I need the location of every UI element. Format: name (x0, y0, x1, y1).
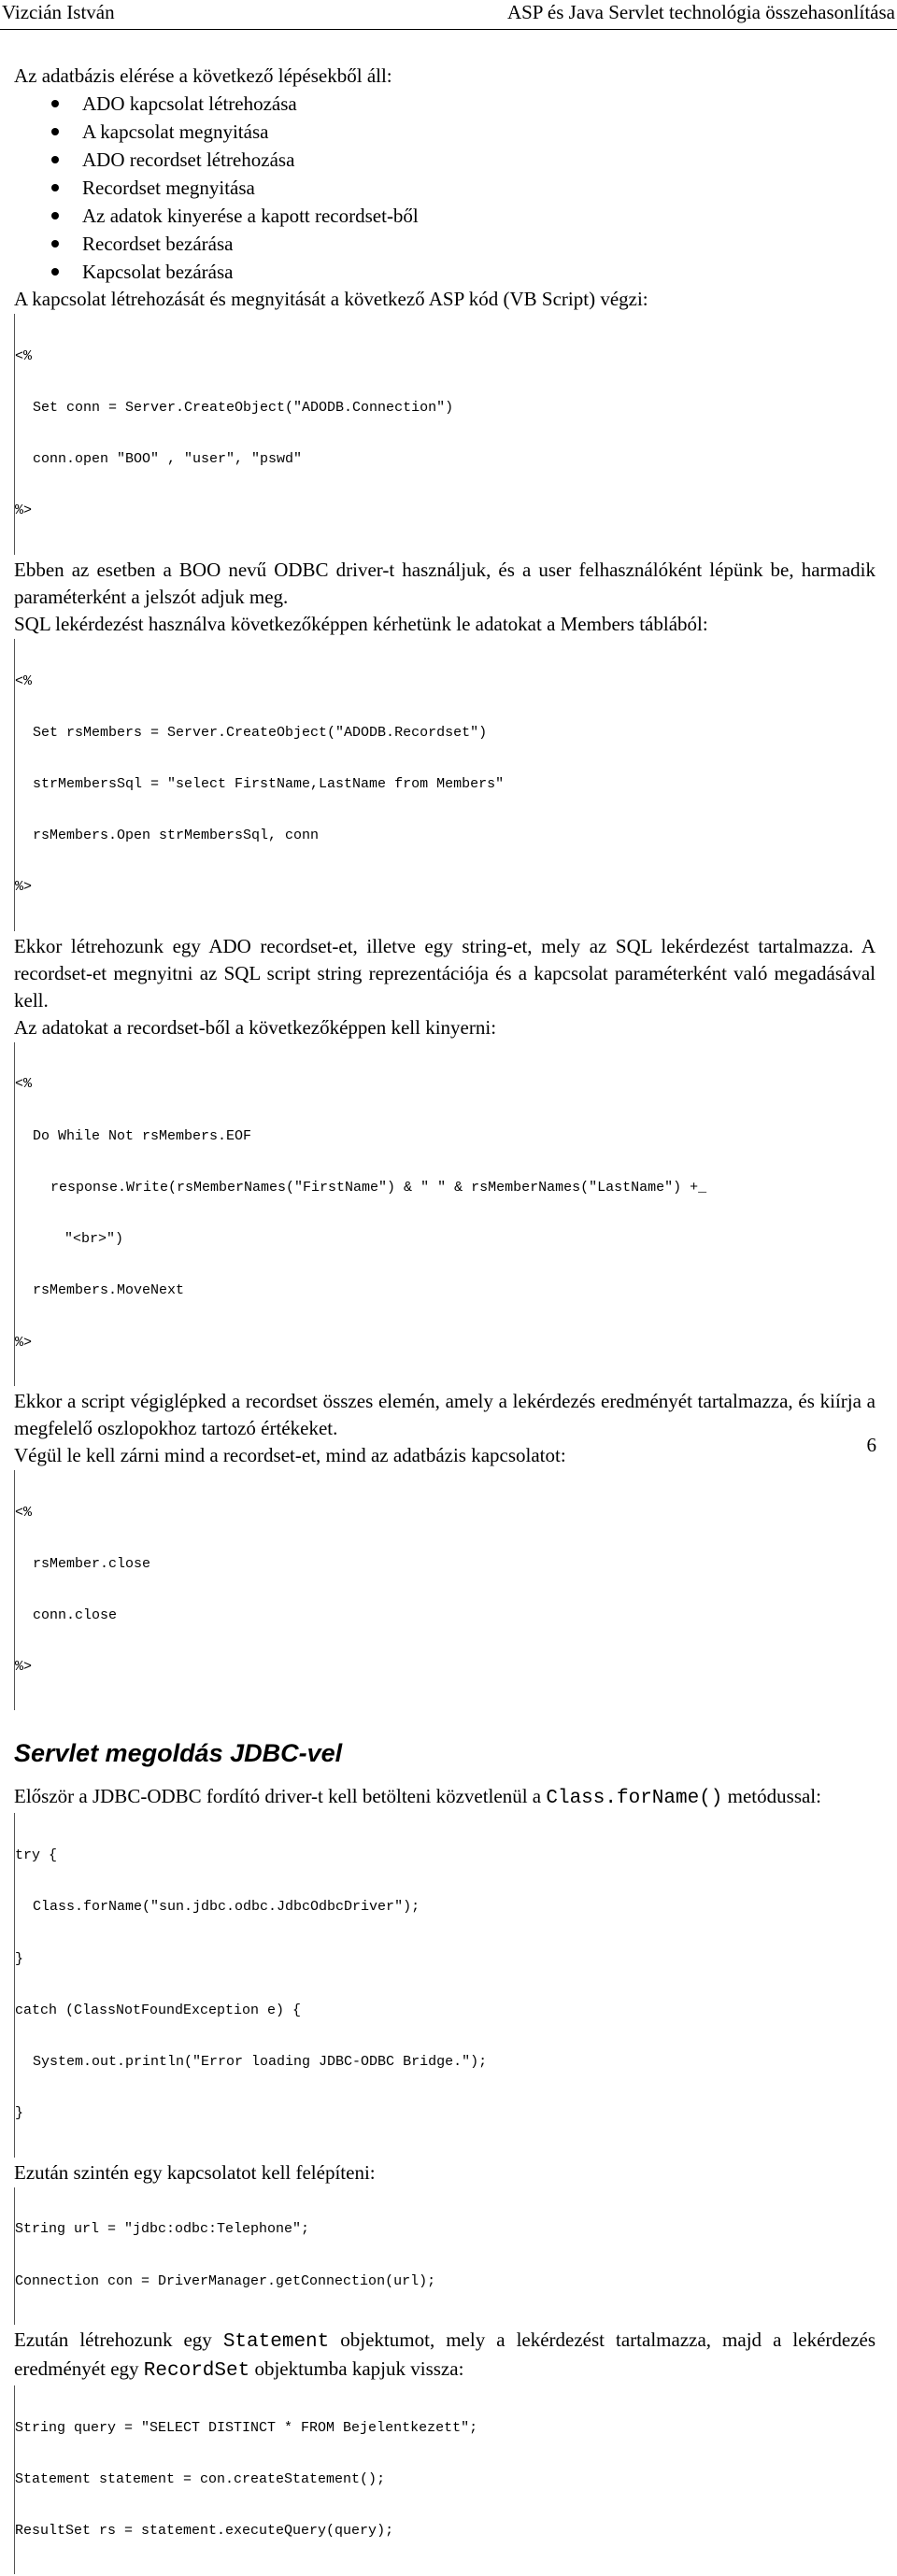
code-line: <% (15, 347, 33, 364)
code-line: strMembersSql = "select FirstName,LastName from Members" (33, 775, 505, 792)
list-item: Kapcsolat bezárása (14, 258, 876, 286)
list-item: Recordset bezárása (14, 230, 876, 258)
code-line: <% (15, 1504, 33, 1521)
header-title: ASP és Java Servlet technológia összehasonlítása (506, 1, 895, 23)
intro-paragraph: Az adatbázis elérése a következő lépésekből áll: (14, 64, 392, 87)
driver-paragraph: Először a JDBC-ODBC fordító driver-t kell betölteni közvetlenül a Class.forName() metódussal: (14, 1785, 821, 1810)
inline-code: Statement (222, 2330, 330, 2353)
code-line: Statement statement = con.createStatement(); (15, 2470, 386, 2487)
code-line: String url = "jdbc:odbc:Telephone"; (15, 2221, 310, 2238)
inline-code: RecordSet (143, 2359, 250, 2382)
list-item: Az adatok kinyerése a kapott recordset-ből (14, 202, 876, 230)
statement-paragraph: Ezután létrehozunk egy Statement objektumot, mely a lekérdezést tartalmazza, majd a lekérdezés eredményét egy RecordSet objektumba kapjuk vissza: (14, 2328, 876, 2382)
code-line: } (15, 1950, 24, 1967)
code-line: Set conn = Server.CreateObject("ADODB.Connection") (33, 400, 454, 417)
list-item: ADO kapcsolat létrehozása (14, 90, 876, 118)
code-line: String query = "SELECT DISTINCT * FROM Bejelentkezett"; (15, 2419, 478, 2436)
connection-java-paragraph: Ezután szintén egy kapcsolatot kell felépíteni: (14, 2160, 376, 2184)
bullet-icon (51, 268, 59, 276)
connect-paragraph: A kapcsolat létrehozását és megnyitását a következő ASP kód (VB Script) végzi: (14, 288, 648, 310)
code-line: } (15, 2105, 24, 2122)
steps-list (14, 90, 876, 286)
code-line: Connection con = DriverManager.getConnection(url); (15, 2272, 436, 2289)
page-number: 6 (866, 1434, 876, 1456)
loop-paragraph: Ekkor a script végiglépked a recordset összes elemén, amely a lekérdezés eredményét tartalmazza, és kiírja a megfelelő oszlopokhoz tartozó értékeket. (14, 1389, 876, 1439)
code-line: rsMembers.MoveNext (33, 1282, 185, 1299)
code-line: response.Write(rsMemberNames("FirstName") & " " & rsMemberNames("LastName") +_ (50, 1179, 707, 1196)
bullet-icon (51, 128, 59, 135)
code-line: "<br>") (64, 1231, 124, 1248)
code-line: Set rsMembers = Server.CreateObject("ADODB.Recordset") (33, 724, 488, 741)
code-line: %> (15, 1334, 33, 1351)
bullet-icon (51, 212, 59, 219)
code-line: System.out.println("Error loading JDBC-ODBC Bridge."); (33, 2054, 488, 2071)
code-block-fetch (14, 1042, 876, 1386)
list-item: Recordset megnyitása (14, 174, 876, 202)
code-block-connection-java (14, 2187, 876, 2325)
bullet-icon (51, 240, 59, 248)
code-block-statement (14, 2385, 876, 2574)
header-rule (0, 29, 897, 30)
bullet-icon (51, 184, 59, 191)
code-line: %> (15, 502, 33, 519)
page-header (0, 0, 897, 30)
code-line: <% (15, 672, 33, 689)
bullet-icon (51, 100, 59, 107)
code-line: %> (15, 1659, 33, 1676)
section-title: Servlet megoldás JDBC-vel (14, 1739, 343, 1768)
code-line: try { (15, 1847, 58, 1864)
recordset-paragraph: Ekkor létrehozunk egy ADO recordset-et, illetve egy string-et, mely az SQL lekérdezést tartalmazza. A recordset-et megnyitni az SQL script string reprezentációja és a kapcsolat paraméterként való megadásával kell. (14, 934, 876, 1012)
code-line: conn.close (33, 1606, 118, 1623)
boo-paragraph: Ebben az esetben a BOO nevű ODBC driver-t használjuk, és a user felhasználóként lépünk be, harmadik paraméterként a jelszót adjuk meg. (14, 558, 876, 608)
code-line: %> (15, 879, 33, 896)
code-line: <% (15, 1076, 33, 1093)
list-item: ADO recordset létrehozása (14, 146, 876, 174)
code-line: Class.forName("sun.jdbc.odbc.JdbcOdbcDriver"); (33, 1899, 420, 1916)
list-item: A kapcsolat megnyitása (14, 118, 876, 146)
close-paragraph: Végül le kell zárni mind a recordset-et, mind az adatbázis kapcsolatot: (14, 1443, 566, 1466)
code-block-driver (14, 1813, 876, 2157)
code-block-sql (14, 639, 876, 931)
code-block-close (14, 1470, 876, 1711)
code-line: rsMembers.Open strMembersSql, conn (33, 828, 320, 844)
sql-paragraph: SQL lekérdezést használva következőképpen kérhetünk le adatokat a Members táblából: (14, 612, 708, 635)
page-content (14, 63, 876, 2576)
code-line: ResultSet rs = statement.executeQuery(query); (15, 2523, 394, 2540)
inline-code: Class.forName() (546, 1788, 723, 1810)
code-block-connect (14, 314, 876, 555)
code-line: catch (ClassNotFoundException e) { (15, 2002, 302, 2018)
code-line: rsMember.close (33, 1555, 151, 1572)
code-line: conn.open "BOO" , "user", "pswd" (33, 451, 303, 468)
header-author: Vizcián István (2, 1, 115, 23)
code-line: Do While Not rsMembers.EOF (33, 1127, 252, 1144)
fetch-paragraph: Az adatokat a recordset-ből a következőképpen kell kinyerni: (14, 1015, 497, 1039)
bullet-icon (51, 156, 59, 163)
